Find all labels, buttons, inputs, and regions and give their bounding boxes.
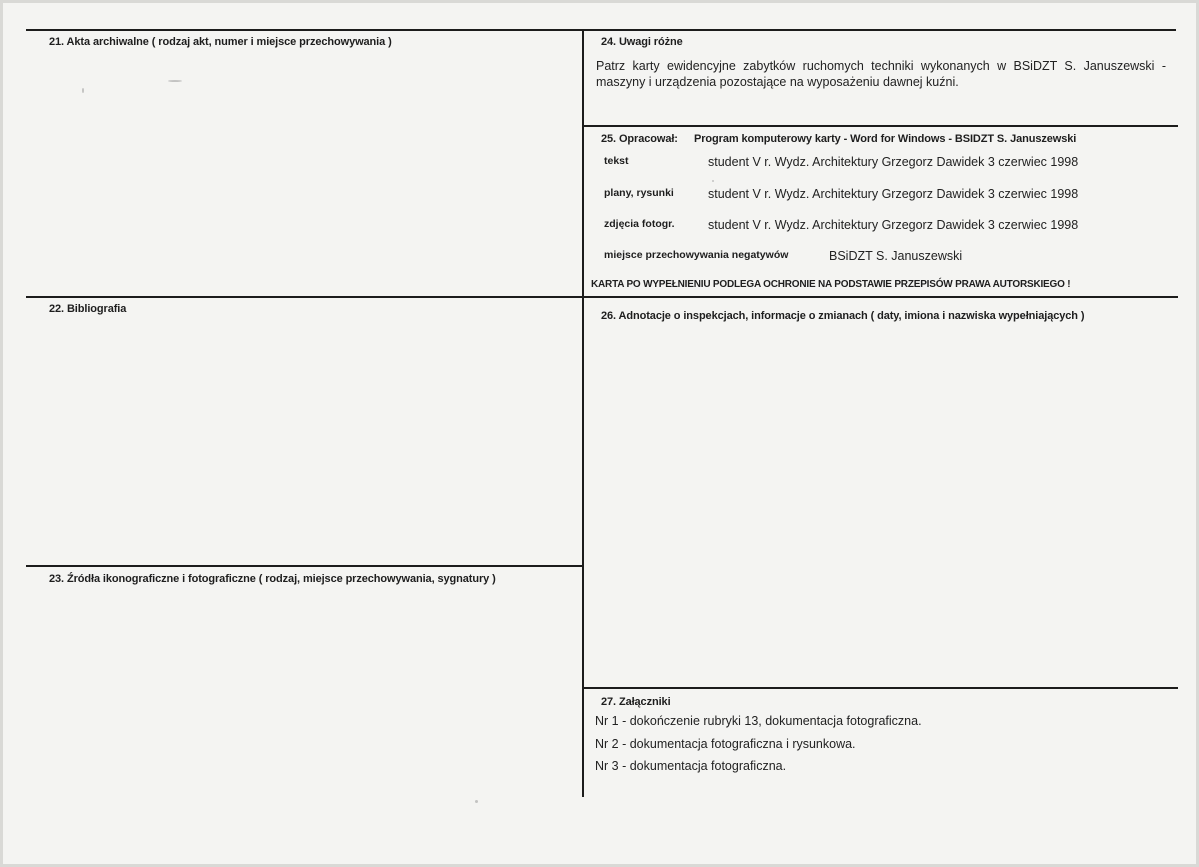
section-25-program: Program komputerowy karty - Word for Windows - BSIDZT S. Januszewski <box>694 133 1077 145</box>
negatives-value: BSiDZT S. Januszewski <box>829 249 963 263</box>
author-row-value: student V r. Wydz. Architektury Grzegorz Dawidek 3 czerwiec 1998 <box>708 218 1079 232</box>
divider-22-23 <box>26 565 583 567</box>
section-24-label: 24. Uwagi różne <box>601 36 683 48</box>
negatives-key: miejsce przechowywania negatywów <box>604 249 789 261</box>
attachment-item: Nr 2 - dokumentacja fotograficzna i rysunkowa. <box>595 737 856 751</box>
attachment-item: Nr 1 - dokończenie rubryki 13, dokumentacja fotograficzna. <box>595 714 922 728</box>
scan-speck <box>82 88 84 93</box>
section-25-label: 25. Opracował: <box>601 133 678 145</box>
section-26-label: 26. Adnotacje o inspekcjach, informacje o zmianach ( daty, imiona i nazwiska wypełniających ) <box>601 310 1085 322</box>
scan-speck <box>168 80 182 82</box>
copyright-notice: KARTA PO WYPEŁNIENIU PODLEGA OCHRONIE NA PODSTAWIE PRZEPISÓW PRAWA AUTORSKIEGO ! <box>591 279 1071 290</box>
author-row-key: plany, rysunki <box>604 187 674 199</box>
section-27-label: 27. Załączniki <box>601 696 671 708</box>
divider-24-25 <box>583 125 1178 127</box>
top-border-line <box>26 29 1176 31</box>
section-21-label: 21. Akta archiwalne ( rodzaj akt, numer i miejsce przechowywania ) <box>49 36 392 48</box>
divider-25-26 <box>583 296 1178 298</box>
divider-26-27 <box>583 687 1178 689</box>
section-24-body: Patrz karty ewidencyjne zabytków ruchomych techniki wykonanych w BSiDZT S. Januszewski - maszyny i urządzenia pozostające na wyposażeniu dawnej kuźni. <box>596 59 1166 89</box>
divider-21-22 <box>26 296 583 298</box>
author-row-key: tekst <box>604 155 629 167</box>
section-22-label: 22. Bibliografia <box>49 303 127 315</box>
author-row-value: student V r. Wydz. Architektury Grzegorz Dawidek 3 czerwiec 1998 <box>708 155 1079 169</box>
section-23-label: 23. Źródła ikonograficzne i fotograficzne ( rodzaj, miejsce przechowywania, sygnatury ) <box>49 573 496 585</box>
center-divider <box>582 29 584 797</box>
author-row-key: zdjęcia fotogr. <box>604 218 675 230</box>
scan-speck <box>712 180 714 182</box>
author-row-value: student V r. Wydz. Architektury Grzegorz Dawidek 3 czerwiec 1998 <box>708 187 1079 201</box>
scan-speck <box>475 800 478 803</box>
attachment-item: Nr 3 - dokumentacja fotograficzna. <box>595 759 787 773</box>
